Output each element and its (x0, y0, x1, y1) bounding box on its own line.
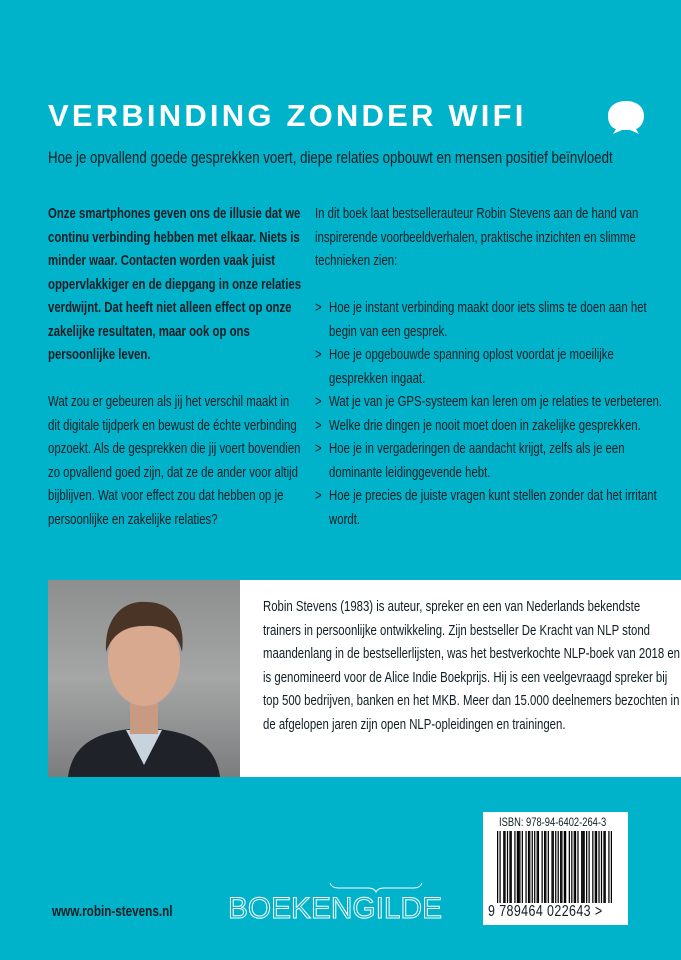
barcode-bar (581, 831, 582, 903)
barcode-bar (569, 831, 570, 903)
intro-bold-paragraph: Onze smartphones geven ons de illusie dat we continu verbinding hebben met elkaar. Niets is minder waar. Contacten worden vaak juist oppervlakkiger en de diepgang in onze relaties verdwijnt. Dat heeft niet alleen effect op onze zakelijke resultaten, maar ook op ons persoonlijke leven. (48, 206, 302, 363)
barcode-bar (503, 831, 504, 903)
list-item: > Hoe je in vergaderingen de aandacht krijgt, zelfs als je een dominante leidinggevende hebt. (315, 438, 670, 485)
barcode-bar (601, 831, 602, 903)
bullet-marker: > (315, 347, 322, 363)
barcode-bar (586, 831, 587, 903)
list-item: > Wat je van je GPS-systeem kan leren om je relaties te verbeteren. (315, 391, 670, 415)
ean-number: 9 789464 022643 > (488, 903, 603, 920)
barcode-bar (551, 831, 552, 903)
barcode-bar (517, 831, 518, 903)
author-bio: Robin Stevens (1983) is auteur, spreker en een van Nederlands bekendste trainers in persoonlijke ontwikkeling. Zijn bestseller De Kracht van NLP stond maandenlang in de bestsellerlijsten, was het bestverkochte NLP-boek van 2018 en is genomineerd voor de Alice Indie Boekprijs. Hij is een veelgevraagd spreker bij top 500 bedrijven, banken en het MKB. Meer dan 15.000 deelnemers bezochten in de afgelopen jaren zijn open NLP-opleidingen en trainingen. (263, 599, 681, 733)
barcode-bar (511, 831, 512, 903)
subtitle: Hoe je opvallend goede gesprekken voert, diepe relaties opbouwt en mensen positief beïnvloedt (48, 148, 613, 167)
barcode-bar (596, 831, 597, 903)
website-link[interactable]: www.robin-stevens.nl (52, 903, 173, 920)
barcode-bar (548, 831, 549, 903)
author-bio-panel (240, 580, 681, 777)
barcode-bar (558, 831, 559, 903)
barcode-bar (528, 831, 529, 903)
barcode-bar (518, 831, 519, 903)
benefits-list (315, 297, 670, 532)
barcode-bar (608, 831, 609, 903)
barcode-bar (537, 831, 538, 903)
barcode-bar (561, 831, 562, 903)
list-item: > Hoe je instant verbinding maakt door iets slims te doen aan het begin van een gesprek. (315, 297, 670, 344)
list-item: > Welke drie dingen je nooit moet doen in zakelijke gesprekken. (315, 415, 670, 439)
author-photo (48, 580, 240, 777)
barcode-bar (545, 831, 546, 903)
barcode-bar (507, 831, 508, 903)
barcode-bar (575, 831, 576, 903)
barcode-bar (560, 831, 561, 903)
barcode-bar (499, 831, 500, 903)
barcode-bar (532, 831, 533, 903)
barcode-bar (497, 831, 498, 903)
barcode-bar (605, 831, 606, 903)
body-paragraph: Wat zou er gebeuren als jij het verschil maakt in dit digitale tijdperk en bewust de échte verbinding opzoekt. Als de gesprekken die jij voert bovendien zo opvallend goed zijn, dat ze de ander voor altijd bijblijven. Wat voor effect zou dat hebben op je persoonlijke en zakelijke relaties? (48, 394, 301, 528)
bullet-marker: > (315, 300, 322, 316)
bullet-marker: > (315, 441, 322, 457)
barcode-bar (519, 831, 520, 903)
list-item: > Hoe je opgebouwde spanning oplost voordat je moeilijke gesprekken ingaat. (315, 344, 670, 391)
author-portrait-illustration (48, 580, 240, 777)
barcode-bar (595, 831, 596, 903)
barcode (483, 812, 628, 925)
left-column (48, 203, 302, 556)
barcode-bar (598, 831, 599, 903)
bullet-marker: > (315, 488, 322, 504)
barcode-bar (509, 831, 510, 903)
barcode-bar (577, 831, 578, 903)
publisher-name: BOEKENGILDE (228, 892, 442, 922)
barcode-bars (497, 831, 612, 903)
barcode-bar (555, 831, 556, 903)
barcode-bar (514, 831, 515, 903)
barcode-bar (522, 831, 523, 903)
barcode-bar (574, 831, 575, 903)
barcode-bar (571, 831, 572, 903)
barcode-bar (504, 831, 505, 903)
right-column (315, 203, 670, 532)
barcode-bar (611, 831, 612, 903)
barcode-bar (603, 831, 604, 903)
barcode-bar (542, 831, 543, 903)
barcode-bar (565, 831, 566, 903)
bullet-marker: > (315, 394, 322, 410)
barcode-bar (544, 831, 545, 903)
barcode-bar (589, 831, 590, 903)
barcode-bar (534, 831, 535, 903)
isbn-label: ISBN: 978-94-6402-264-3 (499, 815, 607, 829)
bullet-marker: > (315, 417, 322, 434)
barcode-bar (584, 831, 585, 903)
publisher-logo (228, 880, 444, 922)
book-title: VERBINDING ZONDER WIFI (48, 98, 527, 133)
barcode-bar (582, 831, 583, 903)
speech-bubble-icon (606, 99, 646, 135)
barcode-bar (592, 831, 593, 903)
right-intro: In dit boek laat bestsellerauteur Robin Stevens aan de hand van inspirerende voorbeeldverhalen, praktische inzichten en slimme technieken zien: (315, 206, 639, 269)
barcode-bar (538, 831, 539, 903)
barcode-bar (564, 831, 565, 903)
barcode-bar (525, 831, 526, 903)
list-item: > Hoe je precies de juiste vragen kunt stellen zonder dat het irritant wordt. (315, 485, 670, 532)
barcode-bar (529, 831, 530, 903)
barcode-bar (553, 831, 554, 903)
